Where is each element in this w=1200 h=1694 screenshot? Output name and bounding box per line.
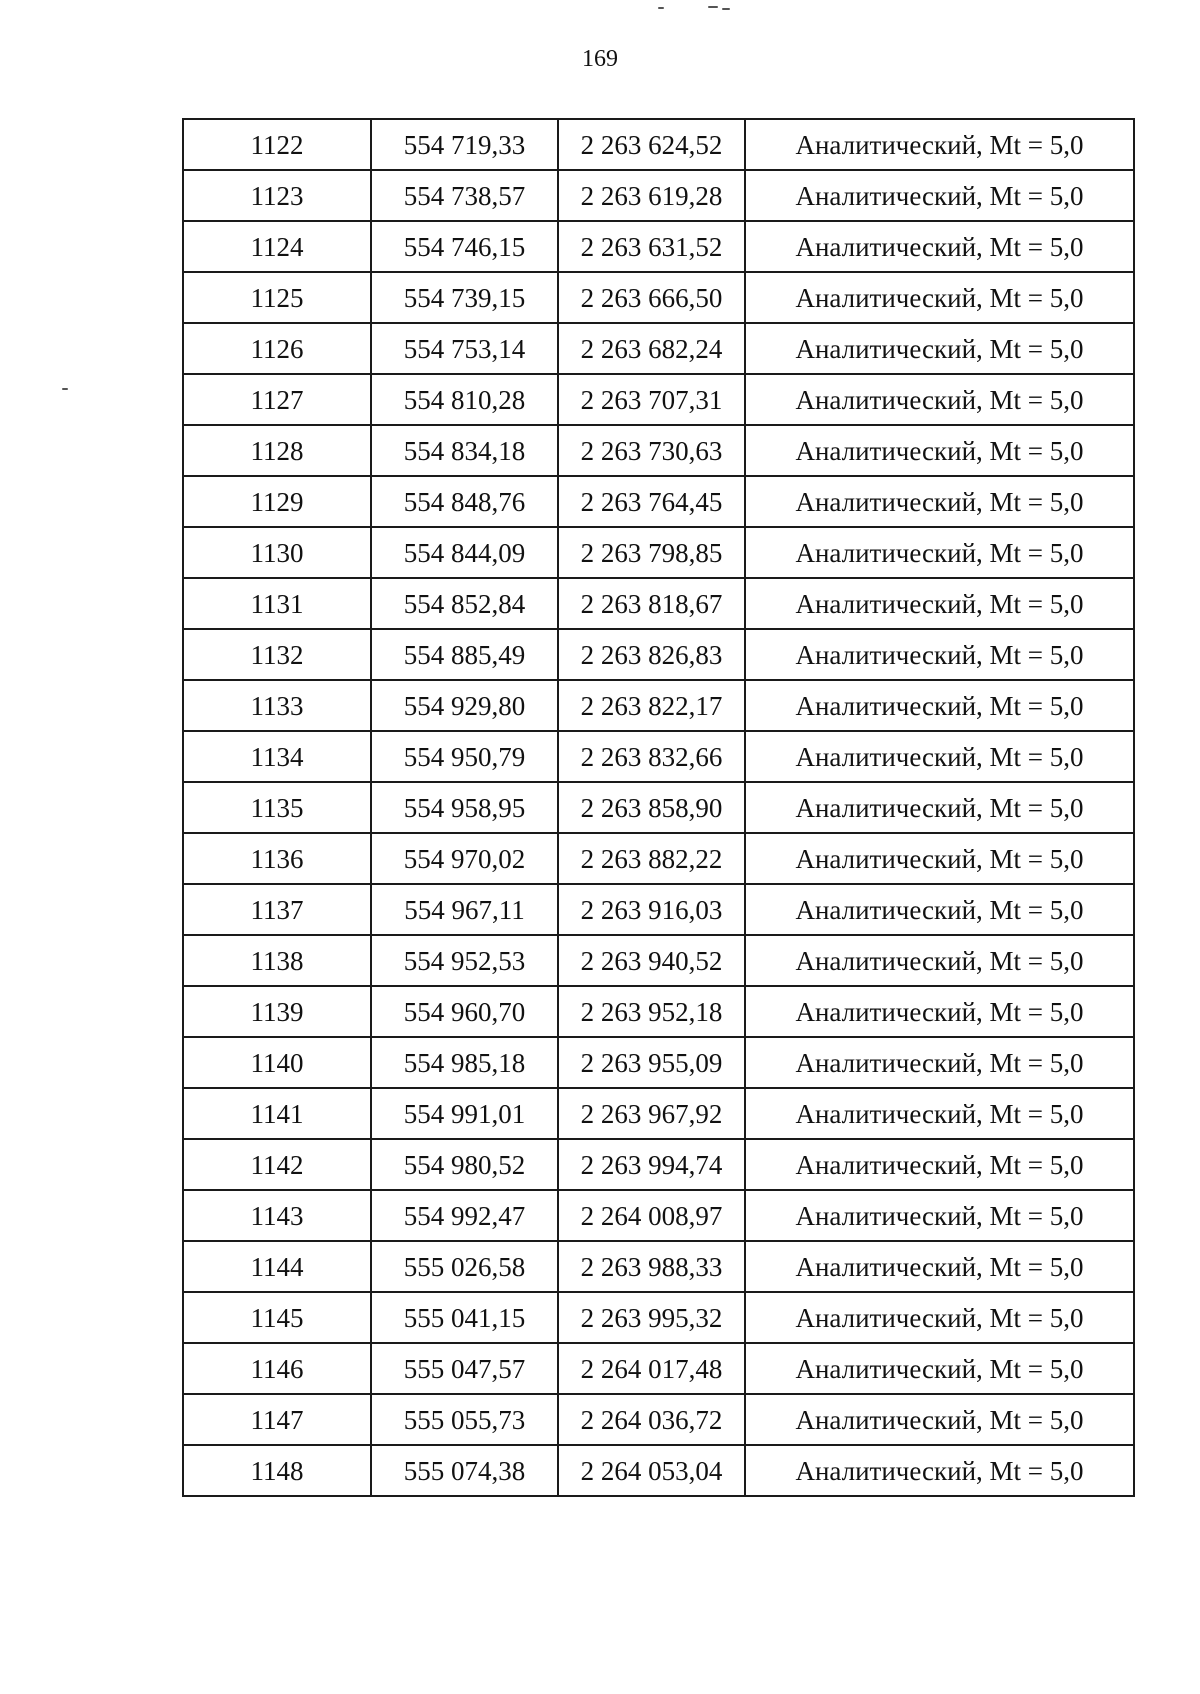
table-row xyxy=(183,1088,1134,1139)
method-cell: Аналитический, Mt = 5,0 xyxy=(745,1037,1134,1088)
table-row xyxy=(183,1139,1134,1190)
y-coordinate-cell: 2 263 666,50 xyxy=(558,272,745,323)
method-cell: Аналитический, Mt = 5,0 xyxy=(745,272,1134,323)
x-coordinate-cell: 555 074,38 xyxy=(371,1445,558,1496)
point-number-cell: 1145 xyxy=(183,1292,371,1343)
y-coordinate-cell: 2 263 707,31 xyxy=(558,374,745,425)
point-number-cell: 1129 xyxy=(183,476,371,527)
table-row xyxy=(183,272,1134,323)
x-coordinate-cell: 555 041,15 xyxy=(371,1292,558,1343)
x-coordinate-cell: 554 746,15 xyxy=(371,221,558,272)
table-body xyxy=(183,119,1134,1496)
y-coordinate-cell: 2 263 858,90 xyxy=(558,782,745,833)
scan-speck xyxy=(62,388,68,390)
x-coordinate-cell: 554 980,52 xyxy=(371,1139,558,1190)
x-coordinate-cell: 555 055,73 xyxy=(371,1394,558,1445)
x-coordinate-cell: 554 834,18 xyxy=(371,425,558,476)
scan-speck xyxy=(658,7,664,9)
y-coordinate-cell: 2 263 955,09 xyxy=(558,1037,745,1088)
point-number-cell: 1126 xyxy=(183,323,371,374)
y-coordinate-cell: 2 264 008,97 xyxy=(558,1190,745,1241)
table-row xyxy=(183,1190,1134,1241)
point-number-cell: 1136 xyxy=(183,833,371,884)
table-row xyxy=(183,1343,1134,1394)
method-cell: Аналитический, Mt = 5,0 xyxy=(745,1292,1134,1343)
method-cell: Аналитический, Mt = 5,0 xyxy=(745,782,1134,833)
point-number-cell: 1140 xyxy=(183,1037,371,1088)
table-row xyxy=(183,170,1134,221)
method-cell: Аналитический, Mt = 5,0 xyxy=(745,527,1134,578)
table-row xyxy=(183,629,1134,680)
point-number-cell: 1122 xyxy=(183,119,371,170)
table-row xyxy=(183,221,1134,272)
table-row xyxy=(183,1394,1134,1445)
point-number-cell: 1135 xyxy=(183,782,371,833)
method-cell: Аналитический, Mt = 5,0 xyxy=(745,119,1134,170)
table-row xyxy=(183,782,1134,833)
x-coordinate-cell: 554 960,70 xyxy=(371,986,558,1037)
y-coordinate-cell: 2 263 764,45 xyxy=(558,476,745,527)
y-coordinate-cell: 2 264 053,04 xyxy=(558,1445,745,1496)
method-cell: Аналитический, Mt = 5,0 xyxy=(745,374,1134,425)
x-coordinate-cell: 554 985,18 xyxy=(371,1037,558,1088)
y-coordinate-cell: 2 263 995,32 xyxy=(558,1292,745,1343)
y-coordinate-cell: 2 263 967,92 xyxy=(558,1088,745,1139)
table-row xyxy=(183,884,1134,935)
y-coordinate-cell: 2 263 822,17 xyxy=(558,680,745,731)
method-cell: Аналитический, Mt = 5,0 xyxy=(745,986,1134,1037)
x-coordinate-cell: 554 848,76 xyxy=(371,476,558,527)
method-cell: Аналитический, Mt = 5,0 xyxy=(745,884,1134,935)
method-cell: Аналитический, Mt = 5,0 xyxy=(745,476,1134,527)
method-cell: Аналитический, Mt = 5,0 xyxy=(745,680,1134,731)
x-coordinate-cell: 554 753,14 xyxy=(371,323,558,374)
point-number-cell: 1144 xyxy=(183,1241,371,1292)
point-number-cell: 1148 xyxy=(183,1445,371,1496)
y-coordinate-cell: 2 263 682,24 xyxy=(558,323,745,374)
point-number-cell: 1147 xyxy=(183,1394,371,1445)
method-cell: Аналитический, Mt = 5,0 xyxy=(745,1445,1134,1496)
y-coordinate-cell: 2 264 017,48 xyxy=(558,1343,745,1394)
table-row xyxy=(183,1292,1134,1343)
y-coordinate-cell: 2 263 994,74 xyxy=(558,1139,745,1190)
method-cell: Аналитический, Mt = 5,0 xyxy=(745,221,1134,272)
y-coordinate-cell: 2 263 730,63 xyxy=(558,425,745,476)
method-cell: Аналитический, Mt = 5,0 xyxy=(745,731,1134,782)
table-row xyxy=(183,680,1134,731)
method-cell: Аналитический, Mt = 5,0 xyxy=(745,629,1134,680)
point-number-cell: 1131 xyxy=(183,578,371,629)
x-coordinate-cell: 554 992,47 xyxy=(371,1190,558,1241)
method-cell: Аналитический, Mt = 5,0 xyxy=(745,1343,1134,1394)
method-cell: Аналитический, Mt = 5,0 xyxy=(745,323,1134,374)
x-coordinate-cell: 554 967,11 xyxy=(371,884,558,935)
table-row xyxy=(183,323,1134,374)
x-coordinate-cell: 554 739,15 xyxy=(371,272,558,323)
point-number-cell: 1138 xyxy=(183,935,371,986)
method-cell: Аналитический, Mt = 5,0 xyxy=(745,1139,1134,1190)
x-coordinate-cell: 555 047,57 xyxy=(371,1343,558,1394)
point-number-cell: 1127 xyxy=(183,374,371,425)
point-number-cell: 1132 xyxy=(183,629,371,680)
x-coordinate-cell: 554 844,09 xyxy=(371,527,558,578)
table-row xyxy=(183,833,1134,884)
scan-speck xyxy=(722,8,730,10)
y-coordinate-cell: 2 263 916,03 xyxy=(558,884,745,935)
point-number-cell: 1137 xyxy=(183,884,371,935)
y-coordinate-cell: 2 263 798,85 xyxy=(558,527,745,578)
coordinates-table-container xyxy=(182,118,1133,1497)
table-row xyxy=(183,425,1134,476)
x-coordinate-cell: 554 810,28 xyxy=(371,374,558,425)
x-coordinate-cell: 554 958,95 xyxy=(371,782,558,833)
y-coordinate-cell: 2 263 940,52 xyxy=(558,935,745,986)
method-cell: Аналитический, Mt = 5,0 xyxy=(745,578,1134,629)
point-number-cell: 1134 xyxy=(183,731,371,782)
point-number-cell: 1142 xyxy=(183,1139,371,1190)
table-row xyxy=(183,1037,1134,1088)
y-coordinate-cell: 2 264 036,72 xyxy=(558,1394,745,1445)
point-number-cell: 1139 xyxy=(183,986,371,1037)
method-cell: Аналитический, Mt = 5,0 xyxy=(745,1241,1134,1292)
table-row xyxy=(183,1445,1134,1496)
y-coordinate-cell: 2 263 624,52 xyxy=(558,119,745,170)
y-coordinate-cell: 2 263 818,67 xyxy=(558,578,745,629)
x-coordinate-cell: 554 950,79 xyxy=(371,731,558,782)
y-coordinate-cell: 2 263 952,18 xyxy=(558,986,745,1037)
table-row xyxy=(183,1241,1134,1292)
point-number-cell: 1123 xyxy=(183,170,371,221)
scan-speck xyxy=(708,6,718,8)
x-coordinate-cell: 554 929,80 xyxy=(371,680,558,731)
y-coordinate-cell: 2 263 631,52 xyxy=(558,221,745,272)
x-coordinate-cell: 554 738,57 xyxy=(371,170,558,221)
table-row xyxy=(183,731,1134,782)
point-number-cell: 1141 xyxy=(183,1088,371,1139)
point-number-cell: 1143 xyxy=(183,1190,371,1241)
y-coordinate-cell: 2 263 832,66 xyxy=(558,731,745,782)
table-row xyxy=(183,374,1134,425)
x-coordinate-cell: 554 852,84 xyxy=(371,578,558,629)
point-number-cell: 1130 xyxy=(183,527,371,578)
y-coordinate-cell: 2 263 988,33 xyxy=(558,1241,745,1292)
y-coordinate-cell: 2 263 619,28 xyxy=(558,170,745,221)
method-cell: Аналитический, Mt = 5,0 xyxy=(745,935,1134,986)
coordinates-table xyxy=(182,118,1135,1497)
method-cell: Аналитический, Mt = 5,0 xyxy=(745,1190,1134,1241)
x-coordinate-cell: 554 719,33 xyxy=(371,119,558,170)
table-row xyxy=(183,476,1134,527)
page-number: 169 xyxy=(582,46,618,72)
y-coordinate-cell: 2 263 882,22 xyxy=(558,833,745,884)
x-coordinate-cell: 554 952,53 xyxy=(371,935,558,986)
y-coordinate-cell: 2 263 826,83 xyxy=(558,629,745,680)
table-row xyxy=(183,578,1134,629)
table-row xyxy=(183,527,1134,578)
point-number-cell: 1133 xyxy=(183,680,371,731)
x-coordinate-cell: 554 991,01 xyxy=(371,1088,558,1139)
point-number-cell: 1125 xyxy=(183,272,371,323)
point-number-cell: 1146 xyxy=(183,1343,371,1394)
table-row xyxy=(183,119,1134,170)
method-cell: Аналитический, Mt = 5,0 xyxy=(745,1088,1134,1139)
method-cell: Аналитический, Mt = 5,0 xyxy=(745,833,1134,884)
x-coordinate-cell: 555 026,58 xyxy=(371,1241,558,1292)
method-cell: Аналитический, Mt = 5,0 xyxy=(745,170,1134,221)
point-number-cell: 1128 xyxy=(183,425,371,476)
table-row xyxy=(183,935,1134,986)
point-number-cell: 1124 xyxy=(183,221,371,272)
x-coordinate-cell: 554 970,02 xyxy=(371,833,558,884)
x-coordinate-cell: 554 885,49 xyxy=(371,629,558,680)
method-cell: Аналитический, Mt = 5,0 xyxy=(745,425,1134,476)
method-cell: Аналитический, Mt = 5,0 xyxy=(745,1394,1134,1445)
table-row xyxy=(183,986,1134,1037)
